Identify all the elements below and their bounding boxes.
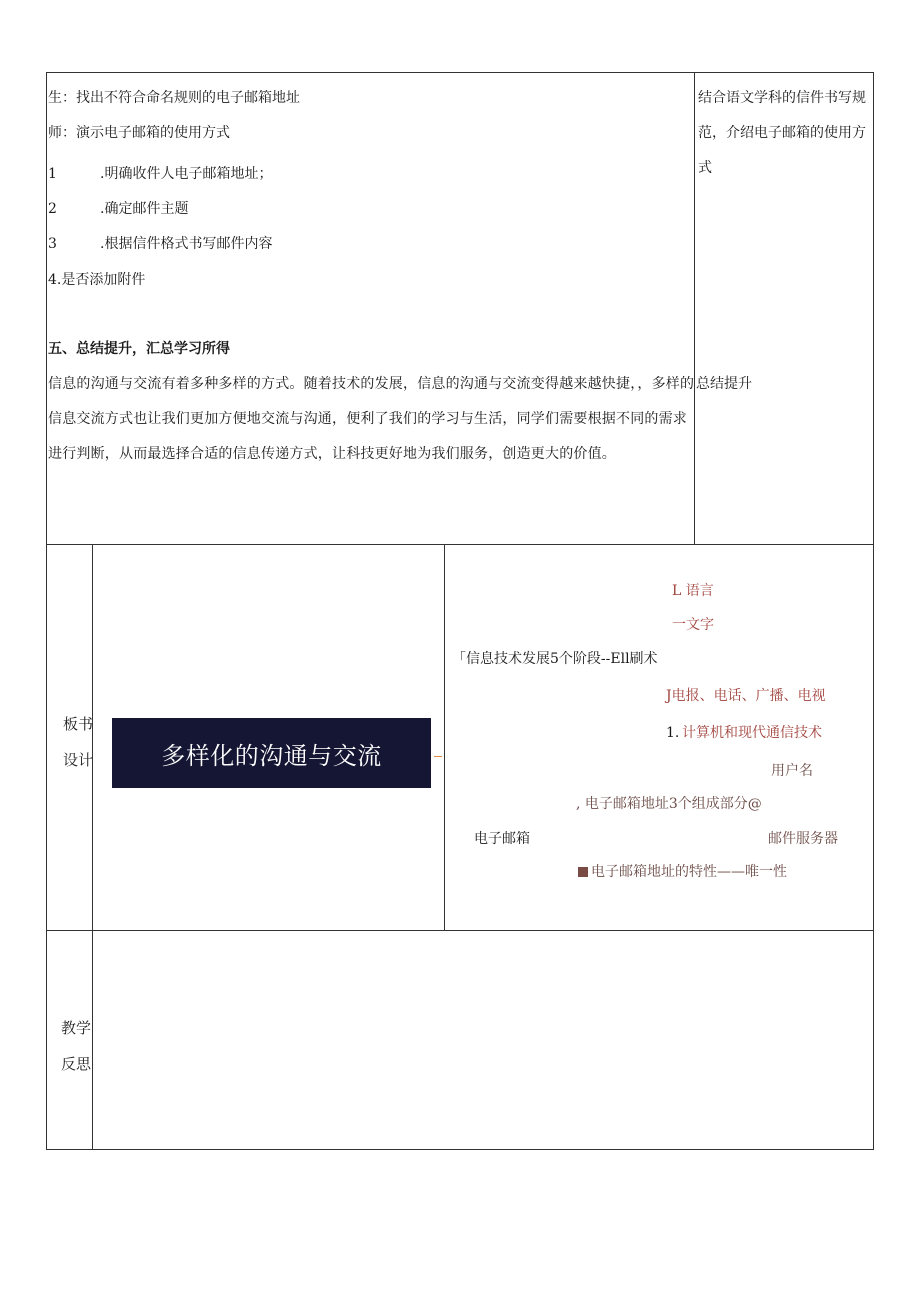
square-bullet-icon: [578, 867, 588, 877]
board-item-username: 用户名: [771, 763, 813, 779]
board-item-language: L 语言: [672, 583, 714, 599]
board-item-server: 邮件服务器: [768, 831, 838, 847]
step-number-3: 3: [48, 236, 57, 252]
board-design-label: 板书设计: [62, 715, 93, 769]
top-column-divider: [694, 72, 695, 544]
teacher-activity-line: 师：演示电子邮箱的使用方式: [48, 125, 230, 141]
board-item-computer: 计算机和现代通信技术: [682, 725, 822, 741]
board-item-text: 一文字: [672, 617, 714, 633]
board-column-divider: [444, 544, 445, 930]
board-item-computer-num: 1.: [666, 725, 680, 741]
step-text-1: .明确收件人电子邮箱地址；: [100, 166, 273, 182]
side-note-summary: 总结提升: [696, 376, 752, 392]
board-item-uniqueness-row: [578, 863, 787, 881]
table-left-border: [46, 72, 47, 1150]
row-divider-2: [46, 930, 874, 931]
row-divider-1: [46, 544, 874, 545]
board-item-uniqueness: 电子邮箱地址的特性——唯一性: [591, 864, 787, 880]
summary-paragraph: 信息的沟通与交流有着多种多样的方式。随着技术的发展，信息的沟通与交流变得越来越快捷，，多样的信息交流方式也让我们更加方便地交流与沟通，便利了我们的学习与生活，同学们需要根据不同的需求进行判断，从而最选择合适的信息传递方式，让科技更好地为我们服务，创造更大的价值。: [48, 376, 695, 462]
table-bottom-border: [46, 1149, 874, 1150]
board-title-banner: 多样化的沟通与交流: [112, 718, 431, 788]
step-number-2: 2: [48, 201, 57, 217]
student-activity-line: 生：找出不符合命名规则的电子邮箱地址: [48, 90, 300, 106]
teaching-reflection-label: 教学反思: [60, 1019, 91, 1073]
step-text-3: .根据信件格式书写邮件内容: [100, 236, 273, 252]
board-item-address-parts: , 电子邮箱地址3个组成部分@: [576, 796, 762, 812]
table-right-border: [873, 72, 874, 1150]
board-item-stages: 「信息技术发展5个阶段--Ell刷术: [452, 651, 658, 667]
step-text-2: .确定邮件主题: [100, 201, 189, 217]
step-4: 4.是否添加附件: [48, 272, 146, 288]
board-item-email: 电子邮箱: [474, 831, 530, 847]
section-heading: 五、总结提升，汇总学习所得: [48, 341, 230, 357]
board-item-telecom: J电报、电话、广播、电视: [666, 688, 826, 704]
side-note-email: 结合语文学科的信件书写规范，介绍电子邮箱的使用方式: [698, 90, 866, 176]
step-number-1: 1: [48, 166, 57, 182]
banner-connector: [434, 756, 442, 757]
table-top-border: [46, 72, 874, 73]
